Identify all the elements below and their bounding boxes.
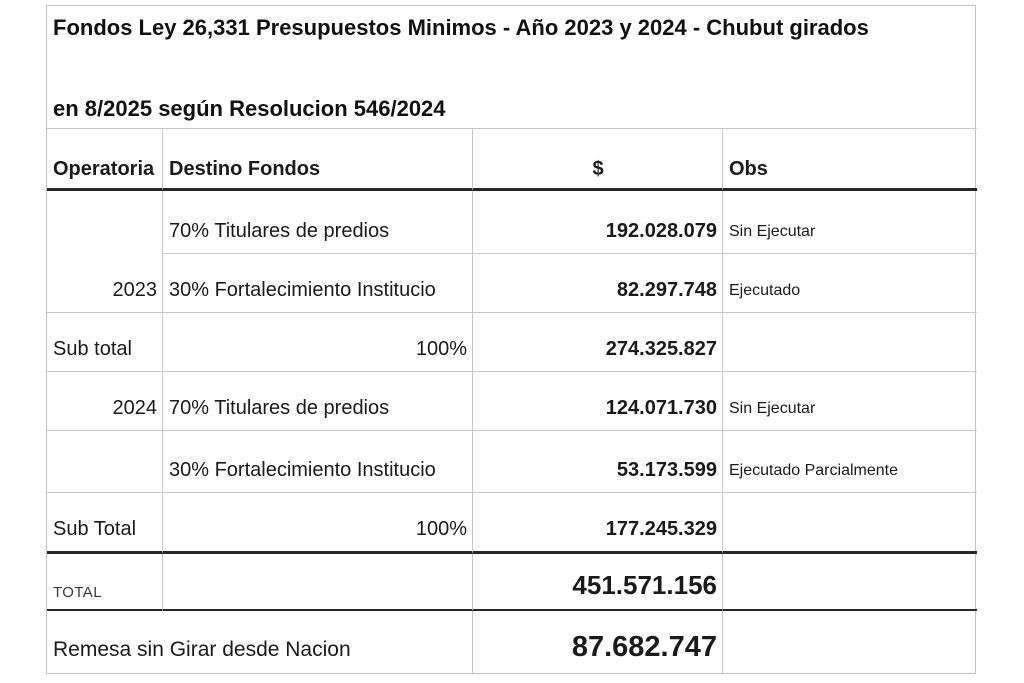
row4-amount-cell: 124.071.730 xyxy=(473,372,723,431)
row3-destino-cell: 100% xyxy=(163,313,473,372)
row4-operatoria-cell: 2024 xyxy=(47,372,163,431)
row4-destino-cell: 70% Titulares de predios xyxy=(163,372,473,431)
row5-operatoria-cell xyxy=(47,431,163,493)
table-title-line-1: Fondos Ley 26,331 Presupuestos Minimos - Año 2023 y 2024 - Chubut girados xyxy=(53,15,869,40)
row5-destino-cell: 30% Fortalecimiento Institucio xyxy=(163,431,473,493)
row6-amount-cell: 177.245.329 xyxy=(473,493,723,554)
row3-obs-cell xyxy=(723,313,977,372)
row2-operatoria-cell: 2023 xyxy=(47,254,163,313)
header-operatoria: Operatoria xyxy=(47,129,163,191)
table-title-cell xyxy=(47,6,977,129)
row1-obs-cell: Sin Ejecutar xyxy=(723,191,977,254)
remesa-amount-cell: 87.682.747 xyxy=(473,611,723,673)
row5-obs-cell: Ejecutado Parcialmente xyxy=(723,431,977,493)
row6-operatoria-cell: Sub Total xyxy=(47,493,163,554)
fondos-ley-table xyxy=(46,5,976,674)
remesa-obs-cell xyxy=(723,611,977,673)
table-title-line-2: en 8/2025 según Resolucion 546/2024 xyxy=(53,96,446,121)
total-label-cell: TOTAL xyxy=(47,554,163,611)
header-obs: Obs xyxy=(723,129,977,191)
row2-destino-cell: 30% Fortalecimiento Institucio xyxy=(163,254,473,313)
row2-obs-cell: Ejecutado xyxy=(723,254,977,313)
row1-operatoria-cell xyxy=(47,191,163,254)
row3-amount-cell: 274.325.827 xyxy=(473,313,723,372)
row5-amount-cell: 53.173.599 xyxy=(473,431,723,493)
header-destino-fondos: Destino Fondos xyxy=(163,129,473,191)
row1-amount-cell: 192.028.079 xyxy=(473,191,723,254)
row6-obs-cell xyxy=(723,493,977,554)
total-obs-cell xyxy=(723,554,977,611)
row6-destino-cell: 100% xyxy=(163,493,473,554)
header-amount: $ xyxy=(473,129,723,191)
row1-destino-cell: 70% Titulares de predios xyxy=(163,191,473,254)
row4-obs-cell: Sin Ejecutar xyxy=(723,372,977,431)
row3-operatoria-cell: Sub total xyxy=(47,313,163,372)
total-empty-cell xyxy=(163,554,473,611)
total-amount-cell: 451.571.156 xyxy=(473,554,723,611)
row2-amount-cell: 82.297.748 xyxy=(473,254,723,313)
remesa-label-cell: Remesa sin Girar desde Nacion xyxy=(47,611,473,673)
